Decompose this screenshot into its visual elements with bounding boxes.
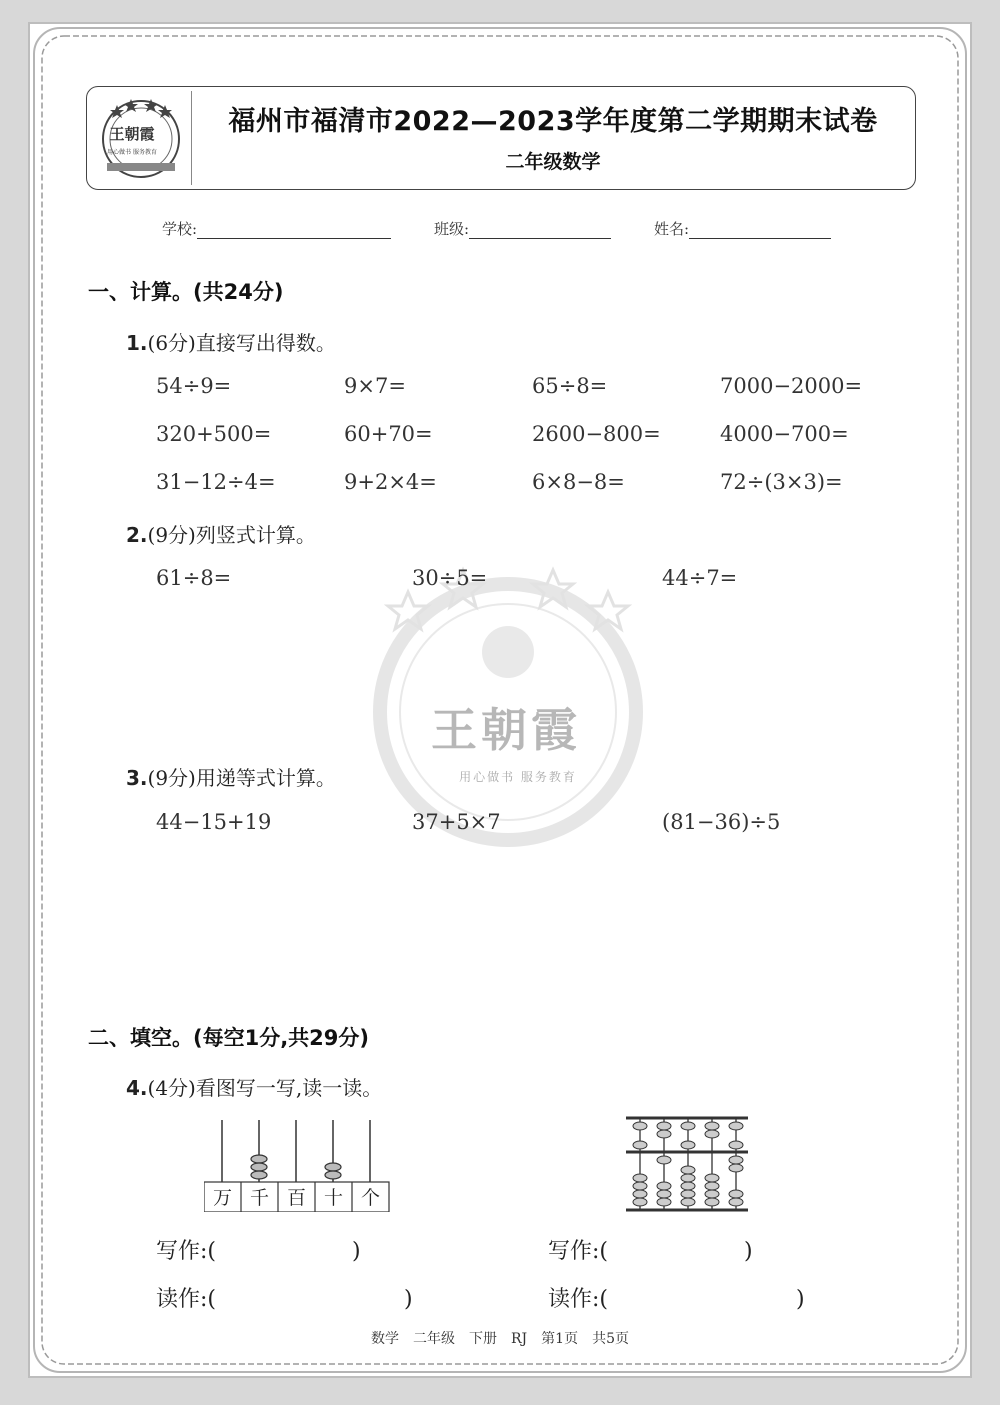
counting-frame [204,1116,394,1216]
stepwise-calc-item: (81−36)÷5 [662,810,781,834]
calc-item: 65÷8= [532,374,608,398]
calc-item: 4000−700= [720,422,849,446]
bead [325,1163,341,1171]
close-paren: ) [352,1239,361,1264]
calc-item: 2600−800= [532,422,661,446]
exam-page [28,22,972,1378]
vertical-calc-item: 61÷8= [156,566,232,590]
logo-subtext: 用心做书 服务教育 [107,149,157,156]
write-answer-right[interactable] [548,1234,753,1265]
read-answer-left[interactable] [156,1282,413,1313]
question-text: (6分)直接写出得数。 [147,331,336,355]
school-label: 学校: [162,220,198,238]
calc-item: 72÷(3×3)= [720,470,843,494]
place-label-wan: 万 [212,1187,232,1209]
vertical-calc-item: 30÷5= [412,566,488,590]
bead [251,1163,267,1171]
place-label-qian: 千 [249,1187,269,1209]
exam-header [86,86,916,190]
school-blank[interactable] [197,222,391,239]
calc-item: 6×8−8= [532,470,625,494]
calc-item: 60+70= [344,422,433,446]
calc-item: 9+2×4= [344,470,437,494]
logo-text: 王朝霞 [109,125,155,143]
calc-item: 9×7= [344,374,406,398]
bead [251,1171,267,1179]
question-number: 3. [126,766,148,790]
class-blank[interactable] [469,222,611,239]
section-2-title: 二、填空。(每空1分,共29分) [88,1026,370,1050]
question-2 [126,519,316,548]
close-paren: ) [404,1287,413,1312]
calc-item: 320+500= [156,422,272,446]
bead [251,1155,267,1163]
name-label: 姓名: [654,220,690,238]
school-field[interactable] [162,218,391,239]
place-label-ge: 个 [360,1187,380,1209]
question-text: (9分)列竖式计算。 [147,523,316,547]
page-subtitle: 二年级数学 [505,151,601,173]
question-4 [126,1072,382,1101]
read-label: 读作:( [548,1287,608,1312]
stepwise-calc-item: 37+5×7 [412,810,501,834]
bead [325,1171,341,1179]
close-paren: ) [796,1287,805,1312]
vertical-calc-item: 44÷7= [662,566,738,590]
abacus-figure [622,1116,752,1212]
question-text: (9分)用递等式计算。 [147,766,336,790]
calc-item: 54÷9= [156,374,232,398]
page-footer: 数学 二年级 下册 RJ 第1页 共5页 [371,1331,629,1347]
calc-item: 7000−2000= [720,374,863,398]
question-number: 4. [126,1076,148,1100]
question-number: 2. [126,523,148,547]
read-answer-right[interactable] [548,1282,805,1313]
question-text: (4分)看图写一写,读一读。 [147,1076,383,1100]
question-1 [126,327,336,356]
name-field[interactable] [654,218,831,239]
page-title: 福州市福清市2022—2023学年度第二学期期末试卷 [228,106,878,137]
calc-item: 31−12÷4= [156,470,276,494]
write-label: 写作:( [156,1239,216,1264]
place-label-shi: 十 [323,1187,343,1209]
class-label: 班级: [434,220,470,238]
section-1-title: 一、计算。(共24分) [88,280,284,304]
read-label: 读作:( [156,1287,216,1312]
stepwise-calc-item: 44−15+19 [156,810,272,834]
close-paren: ) [744,1239,753,1264]
header-divider [191,91,192,185]
watermark-text: 王朝霞 [431,703,581,757]
write-answer-left[interactable] [156,1234,361,1265]
watermark-subtext: 用心做书 服务教育 [459,770,577,784]
question-3 [126,762,336,791]
place-label-bai: 百 [286,1187,306,1209]
name-blank[interactable] [689,222,831,239]
class-field[interactable] [434,218,611,239]
write-label: 写作:( [548,1239,608,1264]
question-number: 1. [126,331,148,355]
